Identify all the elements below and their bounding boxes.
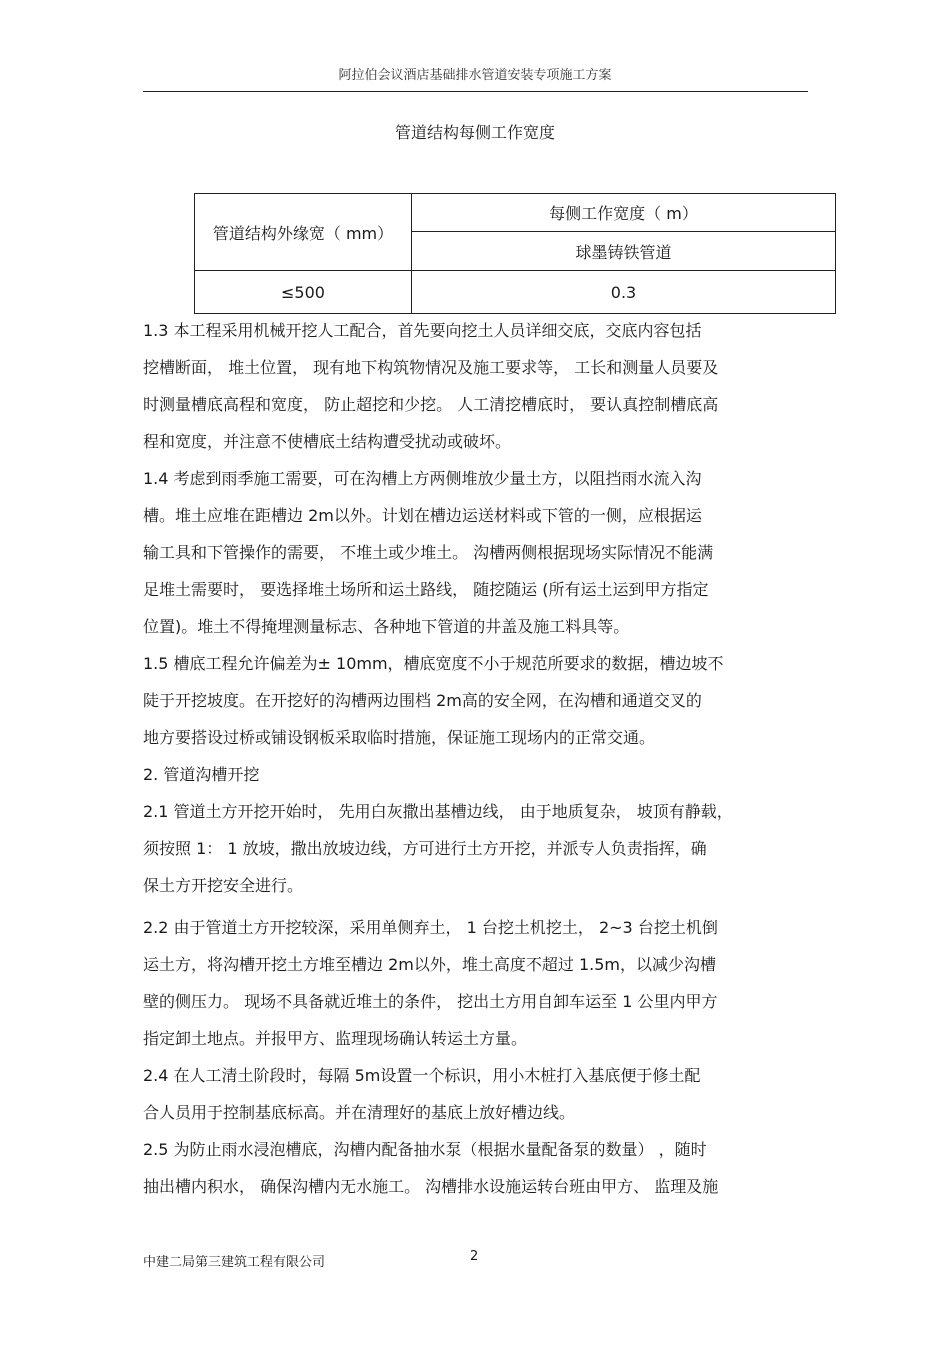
- table-title: 管道结构每侧工作宽度: [394, 123, 555, 142]
- text-line: 挖槽断面， 堆土位置， 现有地下构筑物情况及施工要求等， 工长和测量人员要及: [143, 358, 719, 377]
- text-line: 足堆土需要时， 要选择堆土场所和运土路线， 随挖随运 (所有运土运到甲方指定: [143, 580, 709, 599]
- header-ductile-iron-pipe: 球墨铸铁管道: [412, 232, 836, 271]
- work-width-table: [194, 193, 836, 314]
- text-line: 2.4 在人工清土阶段时，每隔 5m设置一个标识，用小木桩打入基底便于修土配: [143, 1066, 701, 1085]
- text-line: 时测量槽底高程和宽度， 防止超挖和少挖。 人工清挖槽底时， 要认真控制槽底高: [143, 395, 719, 414]
- text-line: 保土方开挖安全进行。: [143, 876, 304, 895]
- cell-outer-width: ≤500: [195, 271, 412, 314]
- text-line: 陡于开挖坡度。在开挖好的沟槽两边围档 2m高的安全网，在沟槽和通道交叉的: [143, 691, 702, 710]
- body-text: [143, 312, 813, 1205]
- page-number: 2: [470, 1249, 479, 1264]
- cell-work-width: 0.3: [412, 271, 836, 314]
- header-outer-width: 管道结构外缘宽（ mm）: [195, 194, 412, 271]
- text-line: 程和宽度，并注意不使槽底土结构遭受扰动或破坏。: [143, 432, 512, 451]
- table-row: [195, 271, 836, 314]
- text-line: 1.3 本工程采用机械开挖人工配合，首先要向挖土人员详细交底，交底内容包括: [143, 321, 702, 340]
- text-line: 合人员用于控制基底标高。并在清理好的基底上放好槽边线。: [143, 1103, 576, 1122]
- header-work-width: 每侧工作宽度（ m）: [412, 194, 836, 232]
- text-line: 抽出槽内积水， 确保沟槽内无水施工。 沟槽排水设施运转台班由甲方、 监理及施: [143, 1177, 719, 1196]
- footer-company: 中建二局第三建筑工程有限公司: [143, 1255, 326, 1270]
- text-line: 槽。堆土应堆在距槽边 2m以外。计划在槽边运送材料或下管的一侧，应根据运: [143, 506, 702, 525]
- text-line: 2.5 为防止雨水浸泡槽底，沟槽内配备抽水泵（根据水量配备泵的数量） ，随时: [143, 1140, 707, 1159]
- text-line: 壁的侧压力。 现场不具备就近堆土的条件， 挖出土方用自卸车运至 1 公里内甲方: [143, 992, 718, 1011]
- text-line: 输工具和下管操作的需要， 不堆土或少堆土。 沟槽两侧根据现场实际情况不能满: [143, 543, 714, 562]
- text-line: 2.2 由于管道土方开挖较深，采用单侧弃土， 1 台挖土机挖土， 2~3 台挖土机倒: [143, 918, 718, 937]
- page-header-title: 阿拉伯会议酒店基础排水管道安装专项施工方案: [338, 68, 612, 83]
- text-line: 2.1 管道土方开挖开始时， 先用白灰撒出基槽边线， 由于地质复杂， 坡顶有静载，: [143, 802, 733, 821]
- text-line: 须按照 1： 1 放坡，撒出放坡边线，方可进行土方开挖，并派专人负责指挥，确: [143, 839, 707, 858]
- text-line: 位置)。堆土不得掩埋测量标志、各种地下管道的井盖及施工料具等。: [143, 617, 630, 636]
- text-line: 运土方，将沟槽开挖土方堆至槽边 2m以外，堆土高度不超过 1.5m，以减少沟槽: [143, 955, 716, 974]
- text-line: 地方要搭设过桥或铺设钢板采取临时措施，保证施工现场内的正常交通。: [143, 728, 656, 747]
- header-divider: [143, 91, 808, 92]
- section-heading: 2. 管道沟槽开挖: [143, 765, 260, 784]
- text-line: 1.5 槽底工程允许偏差为± 10mm，槽底宽度不小于规范所要求的数据，槽边坡不: [143, 654, 724, 673]
- text-line: 1.4 考虑到雨季施工需要，可在沟槽上方两侧堆放少量土方，以阻挡雨水流入沟: [143, 469, 702, 488]
- table-header-row: [195, 194, 836, 232]
- text-line: 指定卸土地点。并报甲方、监理现场确认转运土方量。: [143, 1029, 528, 1048]
